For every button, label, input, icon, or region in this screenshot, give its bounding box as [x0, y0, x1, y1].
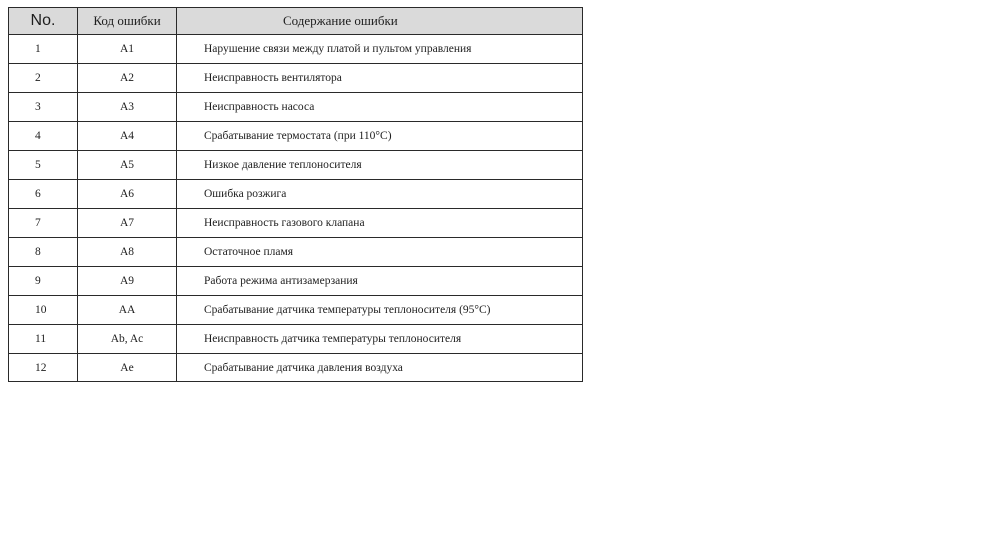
cell-content: Неисправность датчика температуры теплоносителя — [177, 325, 583, 354]
cell-no: 12 — [9, 354, 78, 382]
error-code-table — [8, 7, 583, 382]
cell-code: A9 — [78, 267, 177, 296]
table-row — [9, 64, 583, 93]
table-row — [9, 325, 583, 354]
table-row — [9, 267, 583, 296]
cell-no: 11 — [9, 325, 78, 354]
cell-content: Срабатывание датчика температуры теплоносителя (95°С) — [177, 296, 583, 325]
cell-no: 4 — [9, 122, 78, 151]
cell-code: A6 — [78, 180, 177, 209]
cell-no: 7 — [9, 209, 78, 238]
cell-no: 2 — [9, 64, 78, 93]
table-header — [9, 8, 583, 35]
cell-content: Низкое давление теплоносителя — [177, 151, 583, 180]
table-row — [9, 238, 583, 267]
cell-content: Срабатывание датчика давления воздуха — [177, 354, 583, 382]
cell-no: 9 — [9, 267, 78, 296]
table-row — [9, 209, 583, 238]
header-content: Содержание ошибки — [177, 8, 583, 35]
cell-content: Нарушение связи между платой и пультом управления — [177, 35, 583, 64]
cell-no: 6 — [9, 180, 78, 209]
cell-code: Ab, Ac — [78, 325, 177, 354]
cell-code: A1 — [78, 35, 177, 64]
table-row — [9, 180, 583, 209]
cell-code: A4 — [78, 122, 177, 151]
cell-content: Остаточное пламя — [177, 238, 583, 267]
cell-no: 10 — [9, 296, 78, 325]
cell-no: 3 — [9, 93, 78, 122]
cell-content: Неисправность вентилятора — [177, 64, 583, 93]
cell-content: Ошибка розжига — [177, 180, 583, 209]
cell-content: Срабатывание термостата (при 110°С) — [177, 122, 583, 151]
table-row — [9, 151, 583, 180]
cell-code: AA — [78, 296, 177, 325]
cell-content: Работа режима антизамерзания — [177, 267, 583, 296]
table-row — [9, 354, 583, 382]
header-no: No. — [9, 8, 78, 35]
cell-code: A7 — [78, 209, 177, 238]
table-body — [9, 35, 583, 382]
table-row — [9, 296, 583, 325]
header-code: Код ошибки — [78, 8, 177, 35]
table-row — [9, 122, 583, 151]
cell-no: 8 — [9, 238, 78, 267]
header-row — [9, 8, 583, 35]
cell-no: 1 — [9, 35, 78, 64]
cell-code: Ae — [78, 354, 177, 382]
table-row — [9, 93, 583, 122]
cell-no: 5 — [9, 151, 78, 180]
cell-content: Неисправность насоса — [177, 93, 583, 122]
cell-code: A3 — [78, 93, 177, 122]
cell-code: A8 — [78, 238, 177, 267]
table-row — [9, 35, 583, 64]
cell-code: A2 — [78, 64, 177, 93]
cell-code: A5 — [78, 151, 177, 180]
cell-content: Неисправность газового клапана — [177, 209, 583, 238]
